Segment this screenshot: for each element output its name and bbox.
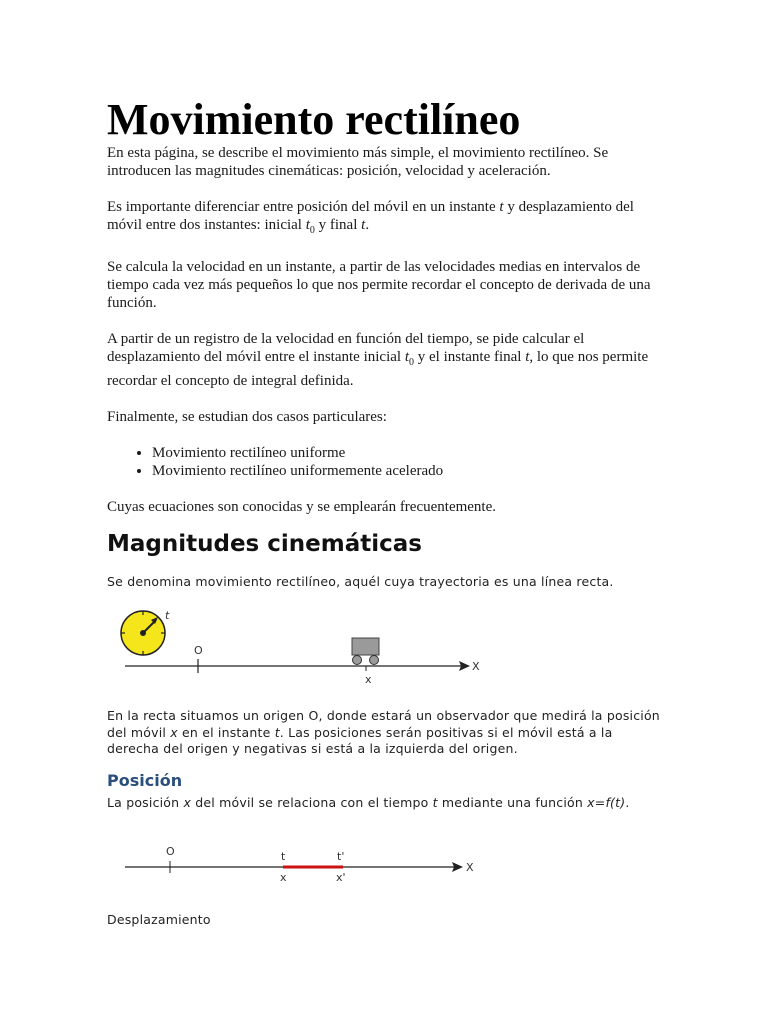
intro-paragraph-1: En esta página, se describe el movimiento más simple, el movimiento rectilíneo. Se introducen las magnitudes cinemáticas: posición, velocidad y aceleración. bbox=[107, 145, 609, 179]
var-t0: t bbox=[404, 349, 409, 365]
var-t: t bbox=[525, 349, 530, 365]
cart-icon bbox=[352, 638, 379, 665]
axis-label: X bbox=[472, 660, 480, 673]
cart-body bbox=[352, 638, 379, 655]
subsection-heading-posicion: Posición bbox=[107, 770, 183, 790]
axis-label: X bbox=[466, 861, 474, 874]
intro-paragraph-4: A partir de un registro de la velocidad en función del tiempo, se pide calcular el desplazamiento del móvil entre el instante inicial $t_0$ y el instante final t, lo que nos permite recordar el concepto de integral definida. bbox=[107, 331, 649, 389]
x2-label: x' bbox=[336, 871, 346, 884]
x1-label: x bbox=[280, 871, 287, 884]
t1-label: t bbox=[281, 850, 286, 863]
var-t: t bbox=[499, 199, 504, 215]
origin-label: O bbox=[166, 845, 175, 858]
var-t0: t bbox=[305, 217, 310, 233]
clock-label: t bbox=[165, 609, 170, 622]
desplazamiento-label: Desplazamiento bbox=[107, 912, 211, 927]
clock-icon bbox=[121, 611, 165, 655]
var-t-final: t bbox=[361, 217, 366, 233]
intro-paragraph-6: Cuyas ecuaciones son conocidas y se emplearán frecuentemente. bbox=[107, 499, 497, 515]
position-label: x bbox=[365, 673, 372, 686]
cases-list bbox=[107, 444, 667, 480]
diagram-trajectory bbox=[110, 603, 510, 693]
list-item: • Movimiento rectilíneo uniformemente acelerado bbox=[152, 462, 667, 480]
intro-paragraph-2: Es importante diferenciar entre posición del móvil en un instante t y desplazamiento del móvil entre dos instantes: inicial $t_0$ y final t. bbox=[107, 199, 634, 236]
section-heading: Magnitudes cinemáticas bbox=[107, 531, 422, 557]
diagram-displacement bbox=[110, 842, 510, 892]
section-paragraph-2: En la recta situamos un origen O, donde estará un observador que medirá la posición del móvil x en el instante t. Las posiciones serán positivas si el móvil está a la derecha del origen y negativas si está a la izquierda del origen. bbox=[107, 708, 660, 756]
intro-paragraph-3: Se calcula la velocidad en un instante, a partir de las velocidades medias en intervalos de tiempo cada vez más pequeños lo que nos permite recordar el concepto de derivada de una función. bbox=[107, 259, 651, 311]
list-item: • Movimiento rectilíneo uniforme bbox=[152, 444, 667, 462]
posicion-paragraph: La posición x del móvil se relaciona con el tiempo t mediante una función x=f(t). bbox=[107, 794, 630, 810]
section-paragraph-1: Se denomina movimiento rectilíneo, aquél cuya trayectoria es una línea recta. bbox=[107, 574, 614, 589]
page-title: Movimiento rectilíneo bbox=[107, 95, 521, 144]
origin-label: O bbox=[194, 644, 203, 657]
intro-paragraph-5: Finalmente, se estudian dos casos particulares: bbox=[107, 409, 387, 425]
t2-label: t' bbox=[337, 850, 345, 863]
